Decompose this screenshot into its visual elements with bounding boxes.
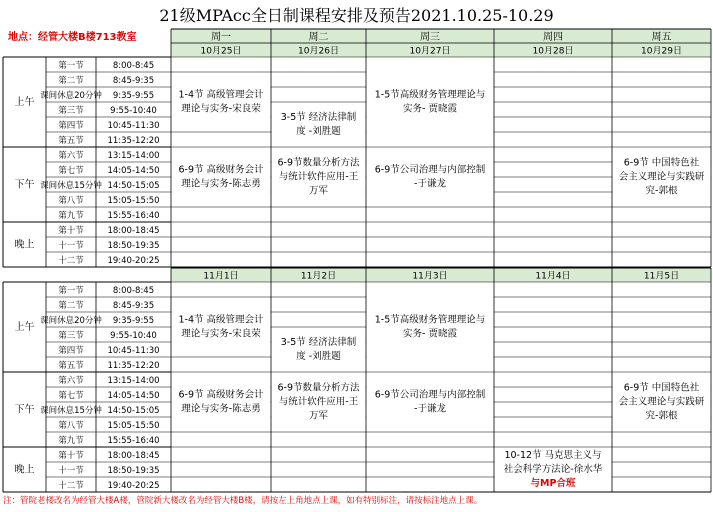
- session-morning: 上午: [14, 322, 35, 333]
- weekday-header: 周二: [308, 32, 329, 43]
- period-name: 课间休息15分钟: [40, 406, 102, 416]
- session-evening: 晚上: [14, 239, 35, 251]
- period-time: 9:55-10:40: [110, 106, 157, 116]
- footnote: 注：管院老楼改名为经管大楼A楼，管院新大楼改名为经管大楼B楼，请按左上角地点上课，如有特别标注，请按标注地点上课。: [3, 496, 483, 506]
- course-tue-am-text: 3-5节 经济法律制: [280, 112, 357, 123]
- course-mon-am-text: 1-4节 高级管理会计: [178, 89, 264, 101]
- period-time: 15:05-15:50: [107, 196, 160, 206]
- period-name: 课间休息20分钟: [40, 91, 102, 101]
- course-fri-pm-text: 6-9节 中国特色社: [623, 157, 700, 169]
- date-header: 11月3日: [412, 271, 448, 282]
- course-wed-am: [367, 58, 494, 147]
- period-name: 第四节: [58, 121, 84, 131]
- period-name: 十二节: [58, 481, 84, 491]
- period-time: 10:45-11:30: [107, 121, 160, 131]
- period-time: 11:35-12:20: [107, 136, 160, 146]
- course-mon-pm: [172, 373, 271, 432]
- period-name: 第七节: [58, 166, 84, 176]
- period-time: 15:55-16:40: [107, 211, 160, 221]
- course-fri-pm-text: 究-郭根: [645, 185, 678, 197]
- period-name: 第十节: [58, 226, 84, 236]
- course-thu-eve-text: 社会科学方法论-徐水华: [503, 464, 603, 475]
- period-time: 15:55-16:40: [107, 436, 160, 446]
- period-name: 第六节: [58, 151, 84, 161]
- course-tue-am-text: 度 -刘胜题: [296, 126, 341, 137]
- course-mon-am: [172, 298, 271, 357]
- course-fri-pm-text: 6-9节 中国特色社: [623, 382, 700, 394]
- period-name: 第五节: [58, 361, 84, 371]
- course-tue-am-text: 度 -刘胜题: [296, 351, 341, 362]
- course-tue-am: [272, 103, 366, 147]
- period-name: 第十节: [58, 451, 84, 461]
- period-name: 第三节: [58, 106, 84, 116]
- date-header: 10月29日: [641, 46, 682, 57]
- session-morning: 上午: [14, 97, 35, 108]
- period-time: 8:00-8:45: [112, 61, 155, 71]
- date-header: 10月27日: [409, 46, 451, 57]
- period-time: 18:00-18:45: [107, 226, 160, 236]
- course-tue-am: [272, 328, 366, 372]
- course-mon-pm-text: 理论与实务-陈志勇: [181, 403, 261, 415]
- period-time: 8:45-9:35: [112, 76, 155, 86]
- period-time: 18:50-19:35: [107, 466, 160, 476]
- course-wed-am-text: 实务- 贾晓霞: [403, 328, 457, 340]
- course-fri-pm-text: 究-郭根: [645, 410, 678, 422]
- course-tue-pm-text: 万军: [308, 185, 329, 197]
- weekday-header: 周三: [420, 32, 440, 43]
- course-wed-pm-text: -于谦龙: [414, 403, 446, 415]
- period-time: 18:50-19:35: [107, 241, 160, 251]
- period-time: 13:15-14:00: [107, 151, 160, 161]
- course-tue-am-text: 3-5节 经济法律制: [280, 337, 357, 348]
- course-wed-pm: [367, 148, 494, 207]
- period-name: 第六节: [58, 376, 84, 386]
- course-tue-pm-text: 与统计软件应用-王: [278, 396, 359, 408]
- course-mon-pm-text: 6-9节 高级财务会计: [178, 389, 264, 401]
- period-time: 8:45-9:35: [112, 301, 155, 311]
- period-name: 第九节: [58, 211, 84, 221]
- date-header: 11月4日: [535, 271, 571, 282]
- weekday-header: 周一: [211, 32, 231, 43]
- period-name: 第九节: [58, 436, 84, 446]
- period-time: 19:40-20:25: [107, 481, 160, 491]
- date-header: 11月2日: [300, 271, 337, 282]
- course-mon-pm-text: 6-9节 高级财务会计: [178, 164, 264, 176]
- period-name: 十二节: [58, 256, 84, 266]
- period-time: 14:50-15:05: [107, 406, 160, 416]
- period-name: 十一节: [58, 241, 84, 251]
- date-header: 10月26日: [298, 46, 339, 57]
- period-time: 11:35-12:20: [107, 361, 160, 371]
- period-name: 第三节: [58, 331, 84, 341]
- date-header: 11月5日: [643, 271, 680, 282]
- course-thu-eve-text: 10-12节 马克思主义与: [504, 450, 602, 461]
- period-name: 课间休息20分钟: [40, 316, 102, 326]
- period-time: 13:15-14:00: [107, 376, 160, 386]
- session-afternoon: 下午: [14, 404, 35, 416]
- period-name: 第一节: [58, 286, 84, 296]
- course-wed-pm: [367, 373, 494, 432]
- course-tue-pm-text: 与统计软件应用-王: [278, 171, 359, 183]
- period-name: 第八节: [58, 421, 84, 431]
- course-tue-pm-text: 6-9节数量分析方法: [277, 157, 360, 169]
- period-name: 课间休息15分钟: [40, 181, 102, 191]
- course-mon-am-text: 理论与实务-宋良荣: [181, 103, 261, 115]
- course-wed-am: [367, 283, 494, 372]
- course-wed-pm-text: 6-9节公司治理与内部控制: [374, 389, 486, 401]
- weekday-header: 周五: [651, 32, 672, 43]
- period-time: 9:35-9:55: [112, 91, 155, 101]
- period-name: 十一节: [58, 466, 84, 476]
- period-time: 14:50-15:05: [107, 181, 160, 191]
- date-header: 11月1日: [203, 271, 239, 282]
- period-time: 10:45-11:30: [107, 346, 160, 356]
- period-time: 9:35-9:55: [112, 316, 155, 326]
- period-time: 9:55-10:40: [110, 331, 157, 341]
- period-time: 14:05-14:50: [107, 166, 160, 176]
- course-mon-pm: [172, 148, 271, 207]
- course-fri-pm-text: 会主义理论与实践研: [618, 171, 705, 183]
- course-wed-am-text: 1-5节高级财务管理理论与: [374, 89, 486, 101]
- course-mon-am-text: 1-4节 高级管理会计: [178, 314, 264, 326]
- session-afternoon: 下午: [14, 179, 35, 191]
- period-name: 第四节: [58, 346, 84, 356]
- period-name: 第八节: [58, 196, 84, 206]
- course-mon-pm-text: 理论与实务-陈志勇: [181, 178, 261, 190]
- course-wed-pm-text: -于谦龙: [414, 178, 446, 190]
- period-time: 8:00-8:45: [112, 286, 155, 296]
- course-tue-pm-text: 6-9节数量分析方法: [277, 382, 360, 394]
- course-mon-am-text: 理论与实务-宋良荣: [181, 328, 261, 340]
- course-wed-am-text: 实务- 贾晓霞: [403, 103, 457, 115]
- page-title: 21级MPAcc全日制课程安排及预告2021.10.25-10.29: [159, 6, 554, 25]
- session-evening: 晚上: [14, 464, 35, 476]
- course-mon-am: [172, 73, 271, 132]
- course-wed-am-text: 1-5节高级财务管理理论与: [374, 314, 486, 326]
- location-label: 地点：经管大楼B楼713教室: [8, 32, 137, 43]
- course-wed-pm-text: 6-9节公司治理与内部控制: [374, 164, 486, 176]
- period-name: 第七节: [58, 391, 84, 401]
- date-header: 10月28日: [532, 46, 574, 57]
- course-fri-pm-text: 会主义理论与实践研: [618, 396, 705, 408]
- course-note-text: 与MP合班: [530, 478, 576, 489]
- period-time: 18:00-18:45: [107, 451, 160, 461]
- date-header: 10月25日: [200, 46, 242, 57]
- course-tue-pm-text: 万军: [308, 410, 329, 422]
- period-time: 19:40-20:25: [107, 256, 160, 266]
- period-time: 14:05-14:50: [107, 391, 160, 401]
- period-name: 第二节: [58, 76, 84, 86]
- period-name: 第一节: [58, 61, 84, 71]
- weekday-header: 周四: [543, 32, 563, 43]
- period-name: 第二节: [58, 301, 84, 311]
- period-time: 15:05-15:50: [107, 421, 160, 431]
- period-name: 第五节: [58, 136, 84, 146]
